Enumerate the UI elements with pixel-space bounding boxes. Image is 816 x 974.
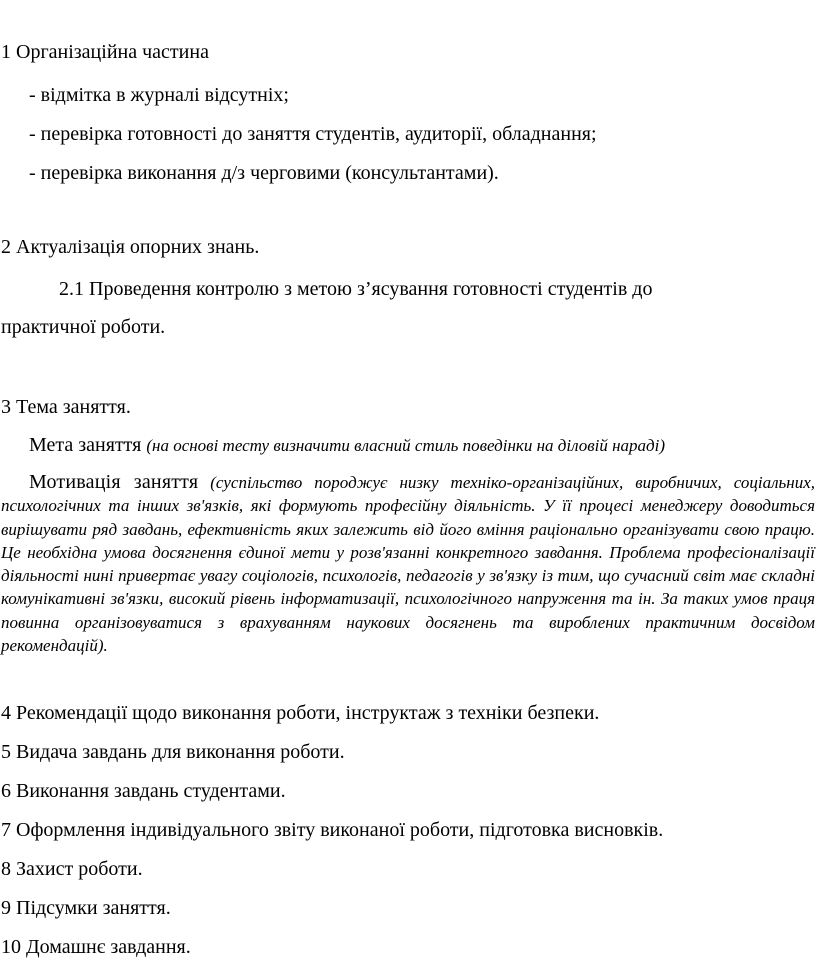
motivation-label: Мотивація заняття [29,471,199,493]
section-1-title: 1 Організаційна частина [1,41,209,63]
steps-list [1,701,816,974]
section-1-bullet: - перевірка готовності до заняття студентів, аудиторії, обладнання; [29,123,597,145]
goal-line [29,433,665,458]
goal-label: Мета заняття [29,434,142,456]
list-item: 8 Захист роботи. [1,858,143,880]
section-2-1-line-1: 2.1 Проведення контролю з метою з’ясування готовності студентів до [59,278,653,300]
list-item: 5 Видача завдань для виконання роботи. [1,741,345,763]
motivation-paragraph [1,471,815,657]
list-item: 4 Рекомендації щодо виконання роботи, інструктаж з техніки безпеки. [1,702,600,724]
list-item: 7 Оформлення індивідуального звіту виконаної роботи, підготовка висновків. [1,819,664,841]
section-1-bullet: - перевірка виконання д/з черговими (консультантами). [29,162,499,184]
motivation-text: (суспільство породжує низку техніко-організаційних, виробничих, соціальних, психологічних та інших зв'язків, які формують професійну діяльність. У її процесі менеджеру доводиться вирішувати ряд завдань, ефективність яких залежить від його вміння раціонально організувати свою працю. Це необхідна умова досягнення єдиної мети у розв'язанні конкретного завдання. Проблема професіоналізації діяльності нині привертає увагу соціологів, психологів, педагогів у зв'язку із тим, що сучасний світ має складні комунікативні зв'язки, високий рівень інформатизації, психологічного напруження та ін. За таких умов праця повинна організовуватися з врахуванням наукових досягнень та вироблених практичним досвідом рекомендацій). [1,473,815,656]
section-1-bullet: - відмітка в журналі відсутніх; [29,84,289,106]
list-item: 9 Підсумки заняття. [1,897,171,919]
section-2-title: 2 Актуалізація опорних знань. [1,236,260,258]
goal-text: (на основі тесту визначити власний стиль поведінки на діловій нараді) [146,436,665,455]
section-3-title: 3 Тема заняття. [1,396,131,418]
list-item: 6 Виконання завдань студентами. [1,780,286,802]
section-2-1-line-2: практичної роботи. [1,316,166,338]
list-item: 10 Домашнє завдання. [1,936,191,958]
